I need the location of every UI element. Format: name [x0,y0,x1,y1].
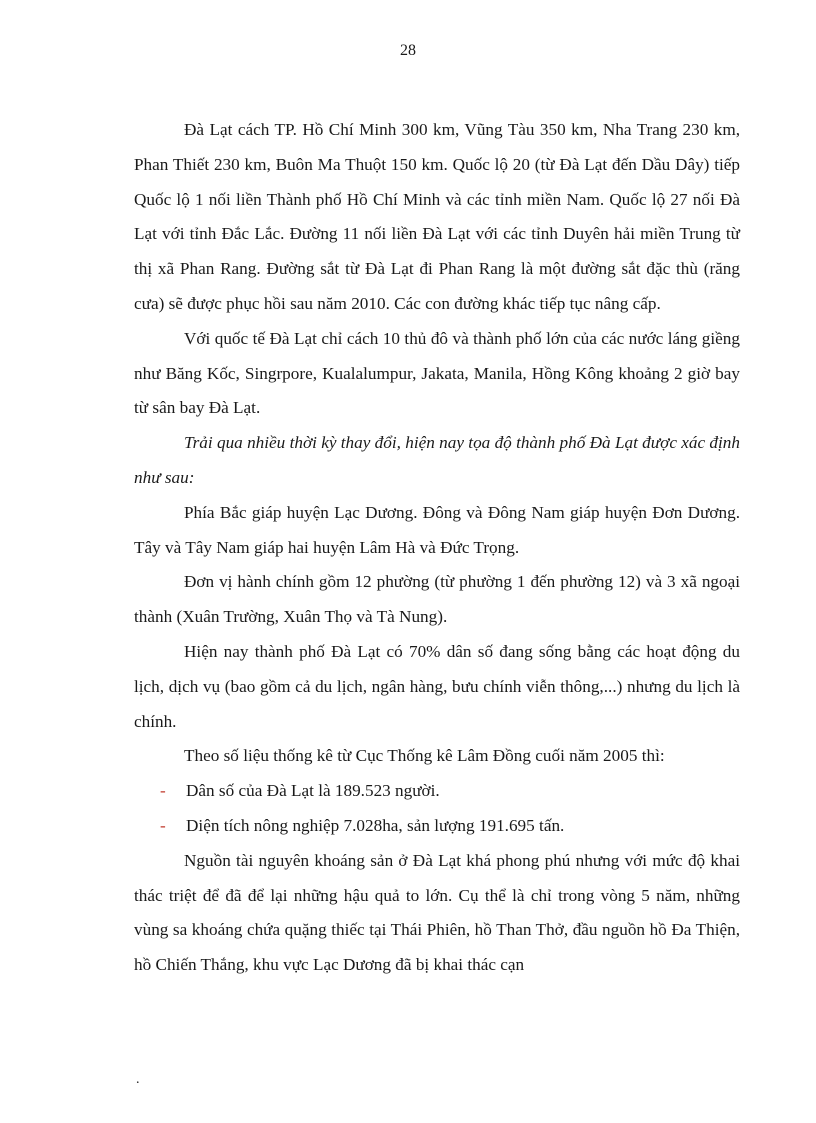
document-body [134,113,740,983]
page-number: 28 [400,42,416,59]
list-item [134,809,740,844]
paragraph-coordinates-intro: Trải qua nhiều thời kỳ thay đổi, hiện nay tọa độ thành phố Đà Lạt được xác định như sau: [134,433,740,487]
list-item [134,774,740,809]
statistics-list [134,774,740,844]
dash-bullet-icon: - [160,815,166,835]
paragraph-international: Với quốc tế Đà Lạt chỉ cách 10 thủ đô và thành phố lớn của các nước láng giềng như Băng Kốc, Singrpore, Kualalumpur, Jakata, Manila, Hồng Kông khoảng 2 giờ bay từ sân bay Đà Lạt. [134,328,740,418]
paragraph-statistics-intro: Theo số liệu thống kê từ Cục Thống kê Lâm Đồng cuối năm 2005 thì: [184,746,665,766]
list-item-text: Dân số của Đà Lạt là 189.523 người. [186,781,440,801]
paragraph-transport: Đà Lạt cách TP. Hồ Chí Minh 300 km, Vũng Tàu 350 km, Nha Trang 230 km, Phan Thiết 230 km, Buôn Ma Thuột 150 km. Quốc lộ 20 (từ Đà Lạt đến Dầu Dây) tiếp Quốc lộ 1 nối liền Thành phố Hồ Chí Minh và các tỉnh miền Nam. Quốc lộ 27 nối Đà Lạt với tỉnh Đắc Lắc. Đường 11 nối liền Đà Lạt với các tỉnh Duyên hải miền Trung từ thị xã Phan Rang. Đường sắt từ Đà Lạt đi Phan Rang là một đường sắt đặc thù (răng cưa) sẽ được phục hồi sau năm 2010. Các con đường khác tiếp tục nâng cấp. [134,120,740,313]
list-item-text: Diện tích nông nghiệp 7.028ha, sản lượng 191.695 tấn. [186,815,565,835]
footer-mark: . [136,1072,140,1087]
paragraph-administrative: Đơn vị hành chính gồm 12 phường (từ phường 1 đến phường 12) và 3 xã ngoại thành (Xuân Trường, Xuân Thọ và Tà Nung). [134,572,740,627]
paragraph-economy: Hiện nay thành phố Đà Lạt có 70% dân số đang sống bằng các hoạt động du lịch, dịch vụ (bao gồm cả du lịch, ngân hàng, bưu chính viễn thông,...) nhưng du lịch là chính. [134,641,740,731]
paragraph-minerals: Nguồn tài nguyên khoáng sản ở Đà Lạt khá phong phú nhưng với mức độ khai thác triệt để đã để lại những hậu quả to lớn. Cụ thể là chỉ trong vòng 5 năm, những vùng sa khoáng chứa quặng thiếc tại Thái Phiên, hồ Than Thở, đầu nguồn hồ Đa Thiện, hồ Chiến Thắng, khu vực Lạc Dương đã bị khai thác cạn [134,850,740,975]
paragraph-borders: Phía Bắc giáp huyện Lạc Dương. Đông và Đông Nam giáp huyện Đơn Dương. Tây và Tây Nam giáp hai huyện Lâm Hà và Đức Trọng. [134,502,740,557]
dash-bullet-icon: - [160,781,166,801]
